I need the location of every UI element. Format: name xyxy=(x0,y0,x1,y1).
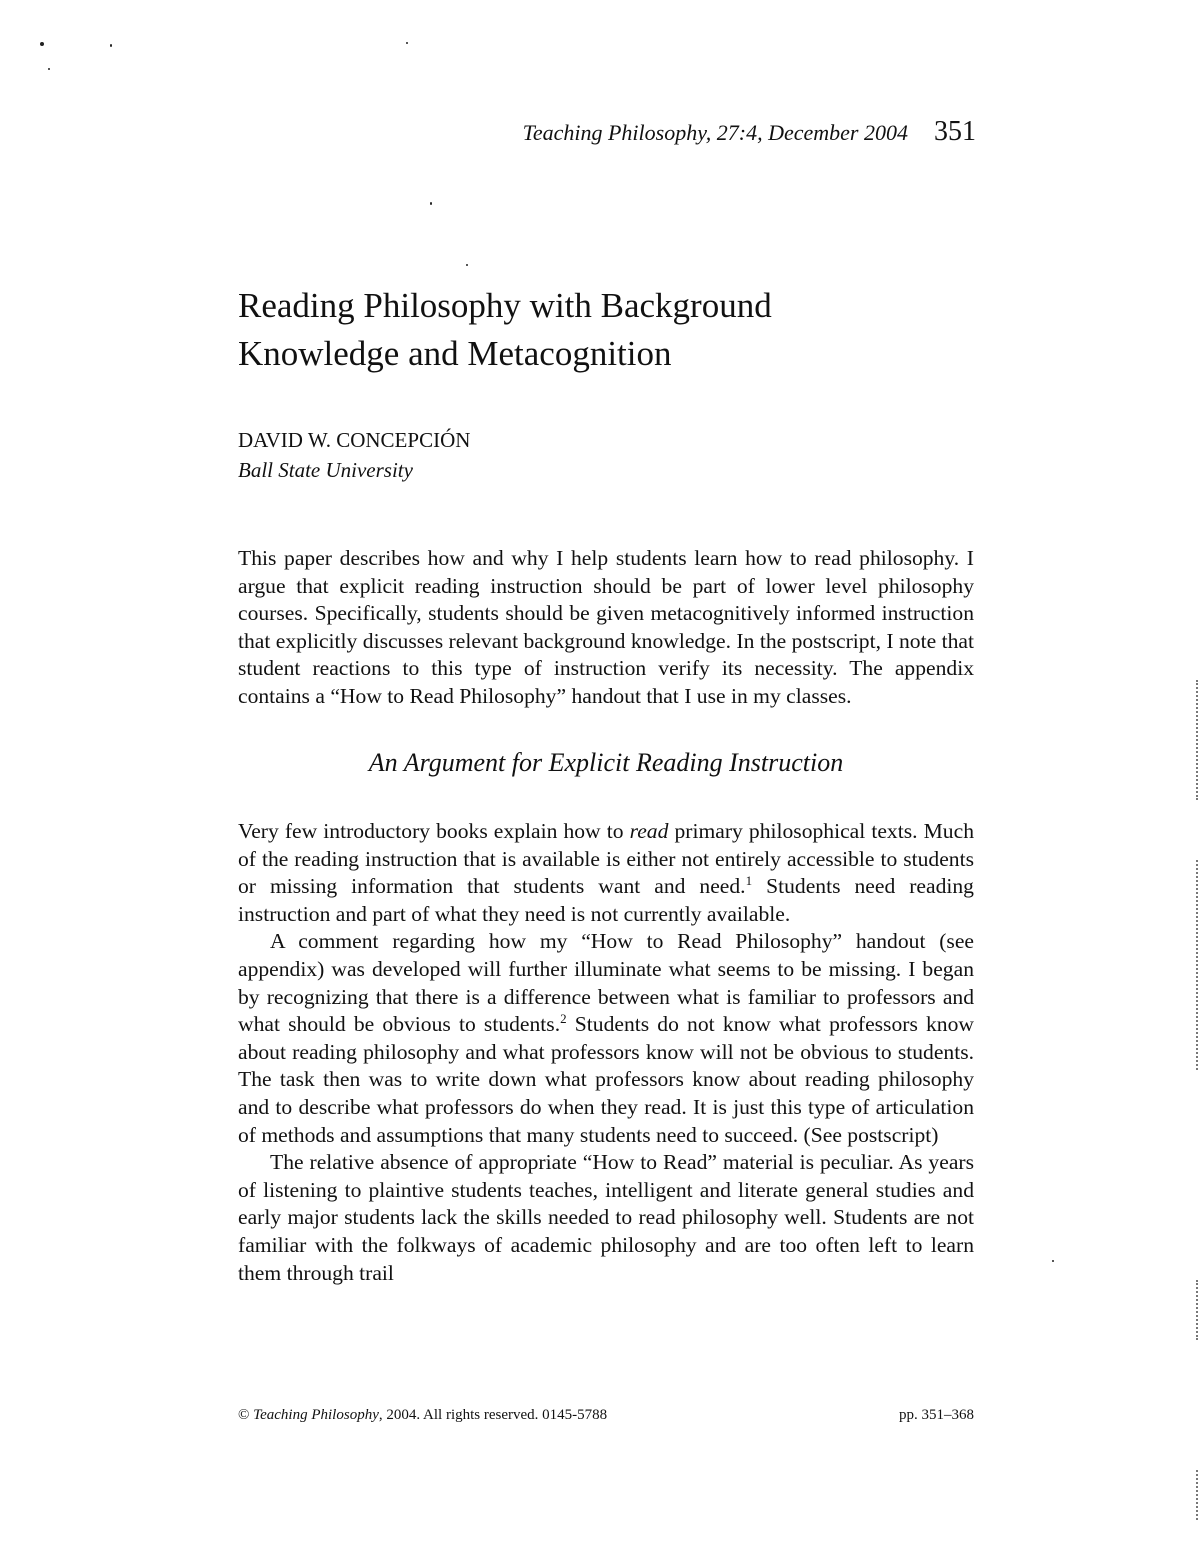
footnote-ref-1[interactable]: 1 xyxy=(745,873,753,888)
scan-speck xyxy=(110,44,112,47)
author-affiliation: Ball State University xyxy=(238,458,413,482)
page-number: 351 xyxy=(934,116,976,147)
paragraph-2-text-b: Students do not know what professors know about reading philosophy and what professors know will not be obvious to students. The task then was to write down what professors know about reading philosophy and to describe what professors do when they read. It is just this type of articulation of methods and assumptions that many students need to succeed. (See postscript) xyxy=(238,1012,974,1147)
paragraph-1 xyxy=(238,818,974,928)
scan-edge-mark xyxy=(1196,1470,1200,1520)
scan-edge-mark xyxy=(1196,680,1200,800)
article-title xyxy=(238,282,978,378)
paragraph-3: The relative absence of appropriate “How to Read” material is peculiar. As years of listening to plaintive students teaches, intelligent and literate general studies and early major students lack the skills needed to read philosophy well. Students are not familiar with the folkways of academic philosophy and are too often left to learn them through trail xyxy=(238,1150,974,1285)
copyright-line xyxy=(238,1407,607,1424)
journal-citation: Teaching Philosophy, 27:4, December 2004 xyxy=(522,120,908,145)
scan-speck xyxy=(40,42,44,46)
scan-edge-mark xyxy=(1196,1280,1200,1340)
copyright-symbol: © xyxy=(238,1407,250,1423)
scan-speck xyxy=(48,68,50,70)
page-range: pp. 351–368 xyxy=(899,1407,974,1423)
author-name: DAVID W. CONCEPCIÓN xyxy=(238,428,471,452)
paragraph-1-text-b: primary philosophical texts. Much of the reading instruction that is available is either not entirely accessible to students or missing information that students want and need. xyxy=(238,819,974,899)
title-line-1: Reading Philosophy with Background xyxy=(238,286,772,325)
abstract: This paper describes how and why I help students learn how to read philosophy. I argue that explicit reading instruction should be part of lower level philosophy courses. Specifically, students should be given metacognitively informed instruction that explicitly discusses relevant background knowledge. In the postscript, I note that student reactions to this type of instruction verify its necessity. The appendix contains a “How to Read Philosophy” handout that I use in my classes. xyxy=(238,546,974,708)
paragraph-2-text-a: A comment regarding how my “How to Read Philosophy” handout (see appendix) was developed will further illuminate what seems to be missing. I began by recognizing that there is a difference between what is familiar to professors and what should be obvious to students. xyxy=(238,929,974,1037)
scan-speck xyxy=(1052,1260,1054,1262)
scan-speck xyxy=(430,202,432,205)
running-head xyxy=(420,116,976,148)
footnote-ref-2[interactable]: 2 xyxy=(560,1010,567,1026)
paragraph-1-text-a: Very few introductory books explain how to xyxy=(238,819,630,843)
scan-speck xyxy=(406,42,408,44)
footer-rights: , 2004. All rights reserved. 0145-5788 xyxy=(378,1407,608,1423)
title-line-2: Knowledge and Metacognition xyxy=(238,334,672,373)
scan-edge-mark xyxy=(1196,860,1200,1070)
footer-journal: Teaching Philosophy xyxy=(253,1407,379,1423)
scan-speck xyxy=(466,264,468,266)
emphasis-read: read xyxy=(629,819,669,843)
section-heading: An Argument for Explicit Reading Instruction xyxy=(368,748,844,777)
page-footer xyxy=(238,1407,974,1424)
paragraph-1-text-c: Students need reading instruction and part of what they need is not currently available. xyxy=(238,874,974,926)
paragraph-2 xyxy=(238,928,974,1149)
body-text xyxy=(238,818,974,1287)
